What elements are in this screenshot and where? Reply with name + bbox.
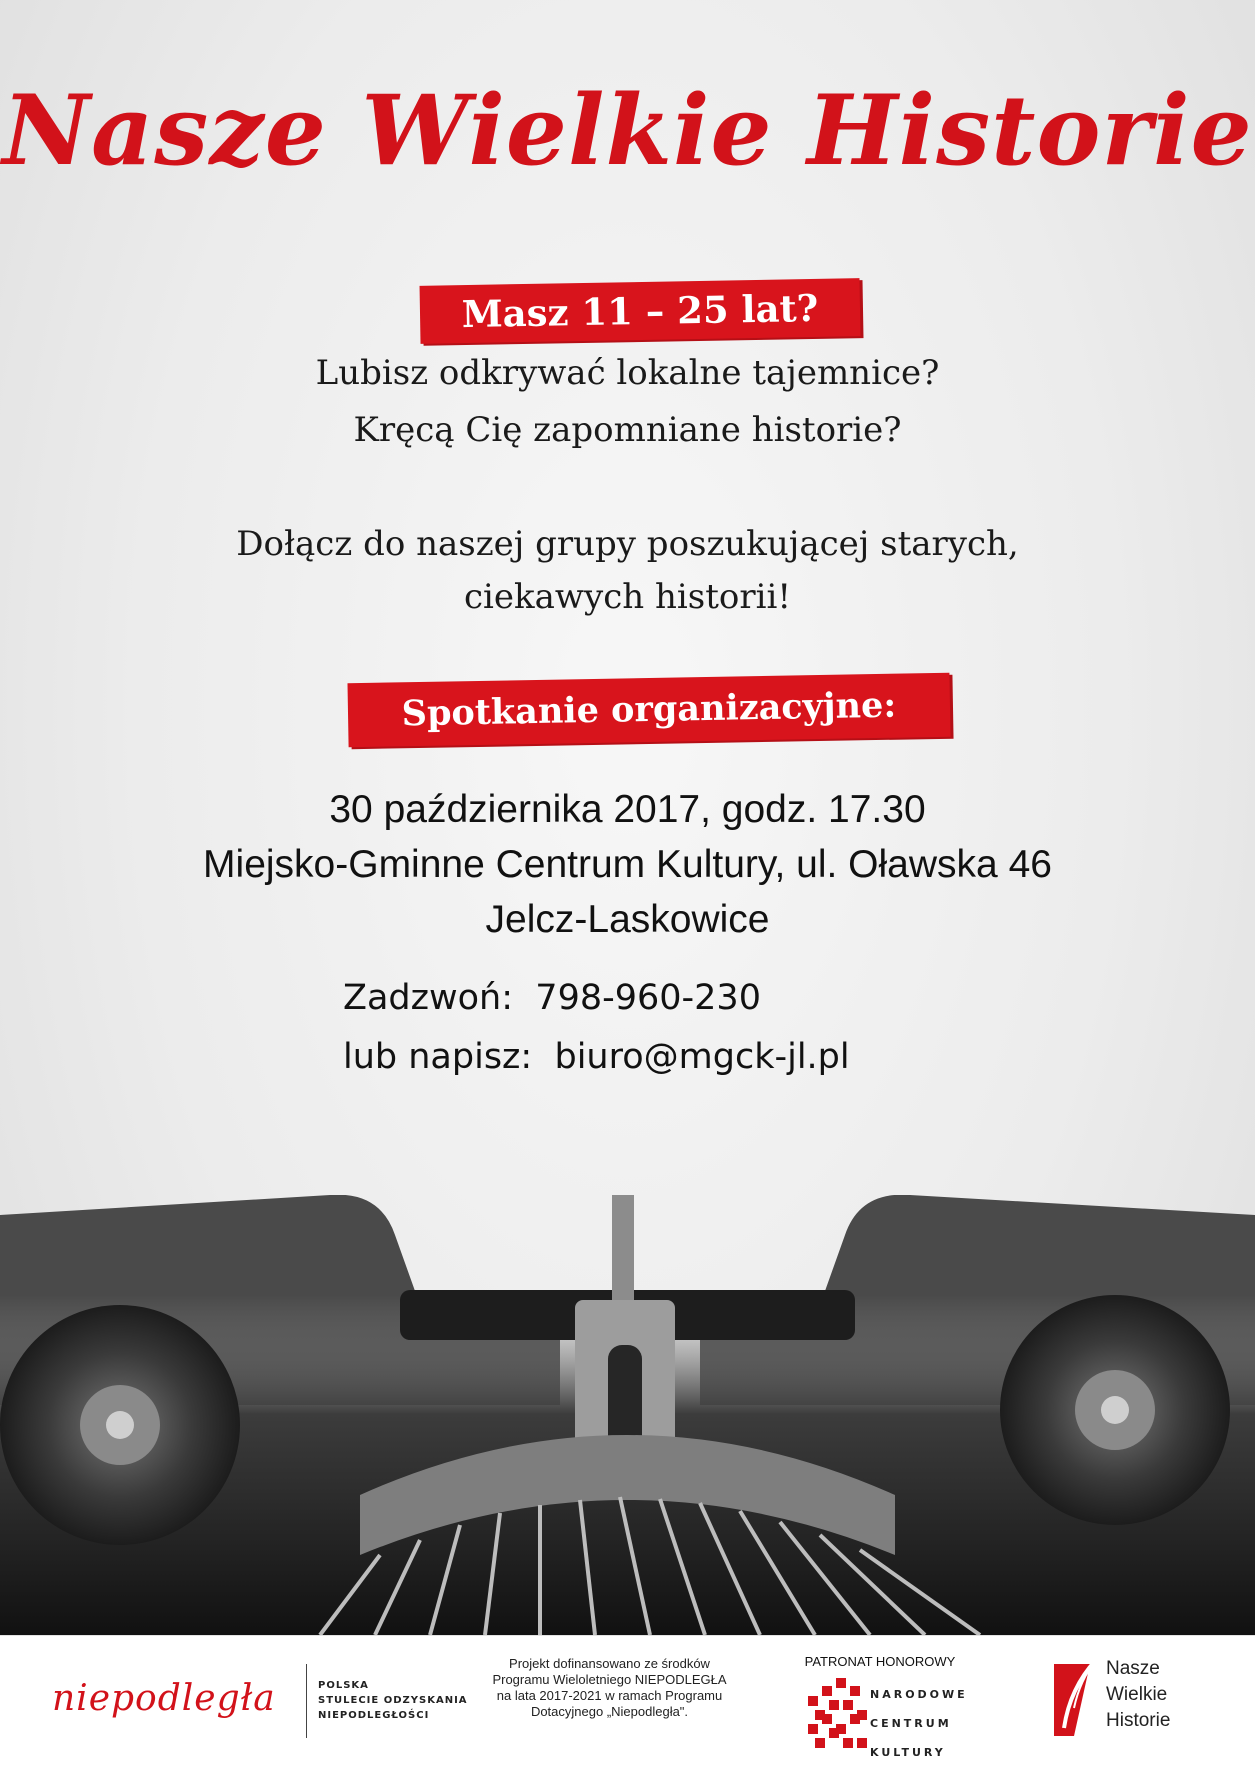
phone-row	[343, 978, 761, 1018]
project-logo-text	[1106, 1656, 1170, 1734]
project-logo-line: Nasze	[1106, 1658, 1160, 1679]
patron-name-line: KULTURY	[870, 1746, 946, 1759]
invite-line-2: ciekawych historii!	[464, 577, 791, 617]
niepodlegla-caption	[318, 1678, 468, 1723]
question-line-2: Kręcą Cię zapomniane historie?	[353, 410, 902, 450]
poster-title: Nasze Wielkie Historie	[2, 74, 1253, 187]
niepodlegla-logo: niepodległa	[52, 1678, 276, 1719]
meeting-city: Jelcz-Laskowice	[485, 898, 770, 941]
funding-line: Programu Wieloletniego NIEPODLEGŁA	[492, 1672, 727, 1687]
funding-note	[462, 1656, 757, 1720]
typewriter-illustration	[0, 1195, 1255, 1635]
niepodlegla-caption-line: NIEPODLEGŁOŚCI	[318, 1710, 430, 1721]
funding-line: na lata 2017-2021 w ramach Programu	[496, 1688, 723, 1703]
question-line-1: Lubisz odkrywać lokalne tajemnice?	[315, 353, 940, 393]
email-address: biuro@mgck-jl.pl	[554, 1037, 850, 1077]
meeting-banner: Spotkanie organizacyjne:	[347, 673, 950, 747]
age-banner: Masz 11 – 25 lat?	[420, 278, 861, 344]
phone-label: Zadzwoń:	[343, 978, 514, 1018]
email-label: lub napisz:	[343, 1037, 533, 1077]
logo-divider	[306, 1664, 307, 1738]
meeting-venue: Miejsko-Gminne Centrum Kultury, ul. Oławska 46	[203, 843, 1052, 886]
patron-name-line: NARODOWE	[870, 1688, 968, 1701]
funding-line: Projekt dofinansowano ze środków	[509, 1656, 710, 1671]
email-row	[343, 1037, 850, 1077]
footer	[0, 1635, 1255, 1768]
niepodlegla-caption-line: STULECIE ODZYSKANIA	[318, 1695, 468, 1706]
funding-line: Dotacyjnego „Niepodległa".	[530, 1704, 689, 1719]
patron-name	[870, 1680, 968, 1767]
project-logo-line: Wielkie	[1106, 1684, 1168, 1705]
patron-name-line: CENTRUM	[870, 1717, 952, 1730]
phone-number: 798-960-230	[535, 978, 761, 1018]
invite-line-1: Dołącz do naszej grupy poszukującej starych,	[236, 524, 1019, 564]
niepodlegla-caption-line: POLSKA	[318, 1680, 369, 1691]
project-logo-line: Historie	[1106, 1710, 1171, 1731]
feather-icon	[1050, 1658, 1100, 1742]
meeting-date: 30 października 2017, godz. 17.30	[329, 788, 926, 831]
patron-label: PATRONAT HONOROWY	[804, 1654, 956, 1669]
